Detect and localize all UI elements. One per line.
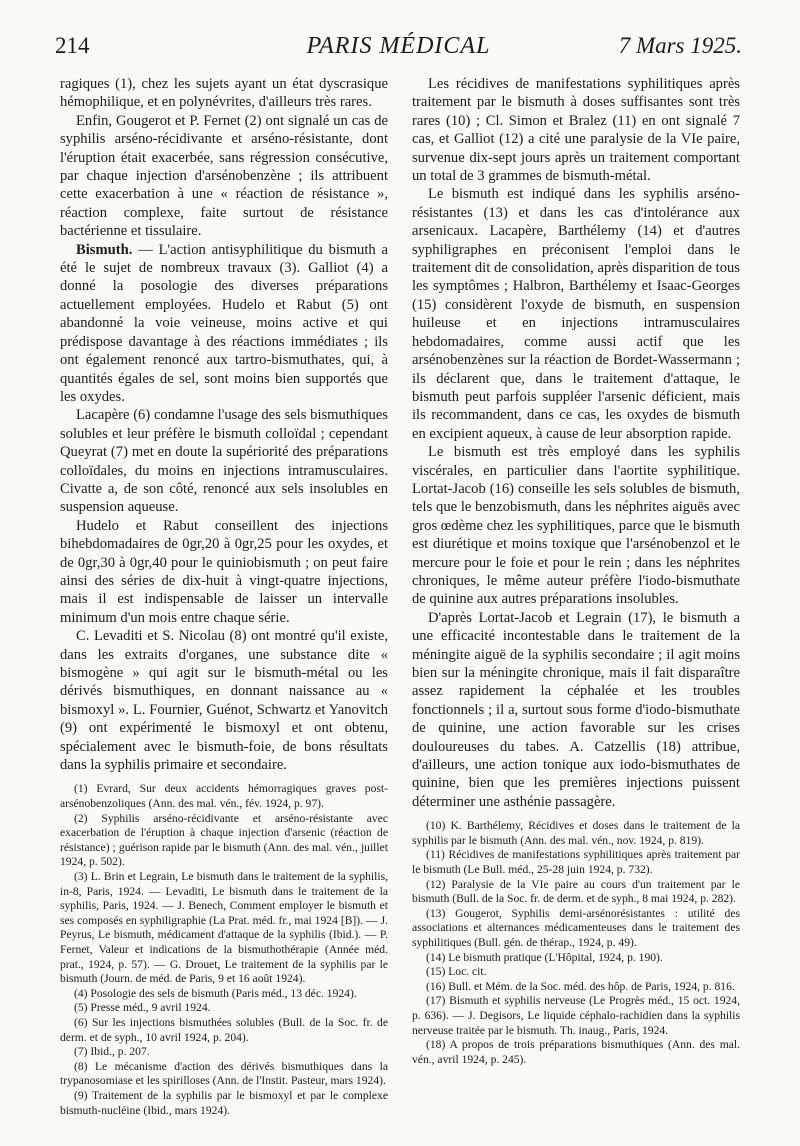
left-column <box>60 75 388 1118</box>
footnote: (13) Gougerot, Syphilis demi-arsénorésistantes : utilité des associations et alternances médicamenteuses dans le traitement des syphilitiques (Bull. gén. de thérap., 1924, p. 49). <box>412 906 740 949</box>
footnote: (17) Bismuth et syphilis nerveuse (Le Progrès méd., 15 oct. 1924, p. 636). — J. Degisors, Le liquide céphalo-rachidien dans la syphilis nerveuse traitée par le bismuth. Th. inaug., Paris, 1924. <box>412 994 740 1037</box>
paragraph: Enfin, Gougerot et P. Fernet (2) ont signalé un cas de syphilis arséno-récidivante et arséno-résistante, dont l'éruption était exacerbée, sans régression consécutive, par chaque injection d'arsénobenzène ; ils attribuent cette exacerbation à une « réaction de résistance », réaction complexe, faite surtout de résistance bactérienne et tissulaire. <box>60 112 388 240</box>
issue-date: 7 Mars 1925. <box>618 33 742 58</box>
footnote: (1) Evrard, Sur deux accidents hémorragiques graves post-arsénobenzoliques (Ann. des mal. vén., fév. 1924, p. 97). <box>60 782 388 811</box>
paragraph: C. Levaditi et S. Nicolau (8) ont montré qu'il existe, dans les extraits d'organes, une substance dite « bismogène » qui agit sur le bismuth-métal ou les dérivés bismuthiques, en donnant naissance au « bismoxyl ». L. Fournier, Guénot, Schwartz et Yanovitch (9) ont expérimenté le bismoxyl et ont obtenu, spécialement avec le bismuth-foie, de bons résultats dans la syphilis primaire et secondaire. <box>60 628 388 774</box>
paragraph: Le bismuth est indiqué dans les syphilis arséno-résistantes (13) et dans les cas d'intolérance aux arsenicaux. Lacapère, Barthélemy (14) et d'autres syphiligraphes en préconisent l'emploi dans le traitement dit de consolidation, après disparition de tous les symptômes ; Halbron, Barthélemy et Isaac-Georges (15) considèrent l'oxyde de bismuth, en suspension huileuse et en injections intramusculaires hebdomadaires, comme aussi actif que les arsénobenzènes sur la réaction de Bordet-Wassermann ; ils déclarent que, dans le traitement d'attaque, le bismuth peut parfois suppléer l'arsenic déficient, mais ils recommandent, dans ce cas, les oxydes de bismuth en excipient aqueux, à cause de leur absorption rapide. <box>412 186 740 442</box>
footnote: (12) Paralysie de la VIe paire au cours d'un traitement par le bismuth (Bull. de la Soc. fr. de derm. et de syph., 8 mai 1924, p. 282). <box>412 877 740 906</box>
footnote: (18) A propos de trois préparations bismuthiques (Ann. des mal. vén., avril 1924, p. 245). <box>412 1038 740 1066</box>
footnote: (6) Sur les injections bismuthées solubles (Bull. de la Soc. fr. de derm. et de syph., 10 avril 1924, p. 204). <box>60 1015 388 1044</box>
journal-title: PARIS MÉDICAL <box>306 33 491 59</box>
footnote: (7) Ibid., p. 207. <box>74 1045 150 1059</box>
paragraph-text: — L'action antisyphilitique du bismuth a été le sujet de nombreux travaux (3). Galliot (4) a donné la posologie des diverses préparations actuellement employées. Hudelo et Rabut (5) ont abandonné la voie veineuse, moins active et qui prédispose davantage à des réactions immédiates ; ils ont également renoncé aux tartro-bismuthates, qui, à quantités égales de sel, sont moins bien supportés que les oxydes. <box>60 241 388 405</box>
footnote: (5) Presse méd., 9 avril 1924. <box>74 1001 211 1015</box>
right-body <box>412 75 740 811</box>
section-heading: Bismuth. <box>76 241 133 258</box>
footnote: (8) Le mécanisme d'action des dérivés bismuthiques dans la trypanosomiase et les spirilloses (Ann. de l'Instit. Pasteur, mars 1924). <box>60 1059 388 1088</box>
right-footnotes <box>412 819 740 1067</box>
paragraph: Les récidives de manifestations syphilitiques après traitement par le bismuth à doses suffisantes sont très rares (10) ; Cl. Simon et Bralez (11) en ont signalé 7 cas, et Galliot (12) a cité une paralysie de la VIe paire, survenue dix-sept jours après un traitement comportant un total de 3 grammes de bismuth-métal. <box>412 76 740 185</box>
footnote: (10) K. Barthélemy, Récidives et doses dans le traitement de la syphilis par le bismuth (Ann. des mal. vén., nov. 1924, p. 819). <box>412 819 740 847</box>
footnote: (15) Loc. cit. <box>426 965 487 979</box>
right-column <box>412 75 740 1067</box>
paragraph: Hudelo et Rabut conseillent des injections bihebdomadaires de 0gr,20 à 0gr,25 pour les oxydes, et de 0gr,30 à 0gr,40 pour le quiniobismuth ; on peut faire ainsi des séries de dix-huit à vingt-quatre injections, mais il est indispensable de laisser un intervalle minimum d'un mois entre chaque série. <box>60 517 388 626</box>
footnote: (16) Bull. et Mém. de la Soc. méd. des hôp. de Paris, 1924, p. 816. <box>426 979 735 993</box>
footnote: (11) Récidives de manifestations syphilitiques après traitement par le bismuth (Le Bull. méd., 25-28 juin 1924, p. 732). <box>412 848 740 877</box>
paragraph: D'après Lortat-Jacob et Legrain (17), le bismuth a une efficacité incontestable dans le traitement de la méningite aiguë de la syphilis secondaire ; il agit moins bien sur la méningite chronique, mais il fait disparaître assez rapidement la céphalée et les troubles fonctionnels ; il a, surtout sous forme d'iodo-bismuthate de quinine, une action favorable sur les crises douloureuses du tabes. A. Catzellis (18) attribue, d'ailleurs, une action tonique aux iodo-bismuthates de quinine, bien que les premières injections puissent déterminer une asthénie passagère. <box>412 609 740 810</box>
paragraph-bismuth <box>60 241 388 407</box>
running-header <box>55 33 742 63</box>
paragraph: ragiques (1), chez les sujets ayant un état dyscrasique hémophilique, et en polynévrites, d'ailleurs très rares. <box>60 76 388 111</box>
footnote: (2) Syphilis arséno-récidivante et arséno-résistante avec exacerbation de l'éruption à chaque injection d'arsenic (réaction de résistance) ; guérison rapide par le bismuth (Ann. des mal. vén., juillet 1924, p. 502). <box>60 811 388 869</box>
footnote: (14) Le bismuth pratique (L'Hôpital, 1924, p. 190). <box>426 950 663 964</box>
left-footnotes <box>60 782 388 1118</box>
footnote: (9) Traitement de la syphilis par le bismoxyl et par le complexe bismuth-nucléine (Ibid., mars 1924). <box>60 1088 388 1117</box>
paragraph: Le bismuth est très employé dans les syphilis viscérales, en particulier dans l'aortite syphilitique. Lortat-Jacob (16) conseille les sels solubles de bismuth, tels que le benzobismuth, dans les néphrites aiguës avec gros œdème chez les syphilitiques, parce que le bismuth est diurétique et moins toxique que l'arsénobenzol et le mercure pour le foie et pour le rein ; dans les néphrites chroniques, le même auteur préfère l'iodo-bismuthate de quinine aux autres préparations insolubles. <box>412 444 740 608</box>
footnote: (3) L. Brin et Legrain, Le bismuth dans le traitement de la syphilis, in-8, Paris, 1924. — Levaditi, Le bismuth dans le traitement de la syphilis, Paris, 1924. — J. Benech, Comment employer le bismuth et ses composés en syphiligraphie (La Prat. méd. fr., mai 1924 [B]). — J. Peyrus, Le bismuth, médicament d'attaque de la syphilis (Ibid.). — P. Fernet, Valeur et indications de la bismuthothérapie (Année méd. prat., 1924, p. 57). — G. Drouet, Le traitement de la syphilis par le bismuth (Journ. de méd. de Paris, 9 et 16 août 1924). <box>60 870 388 986</box>
page-number: 214 <box>55 33 90 58</box>
left-body <box>60 75 388 774</box>
paragraph: Lacapère (6) condamne l'usage des sels bismuthiques solubles et leur préfère le bismuth colloïdal ; cependant Queyrat (7) met en doute la supériorité des préparations colloïdales, du moins en injections intramusculaires. Civatte a, de son côté, renoncé aux sels insolubles en suspension aqueuse. <box>60 407 388 516</box>
footnote: (4) Posologie des sels de bismuth (Paris méd., 13 déc. 1924). <box>74 986 357 1000</box>
